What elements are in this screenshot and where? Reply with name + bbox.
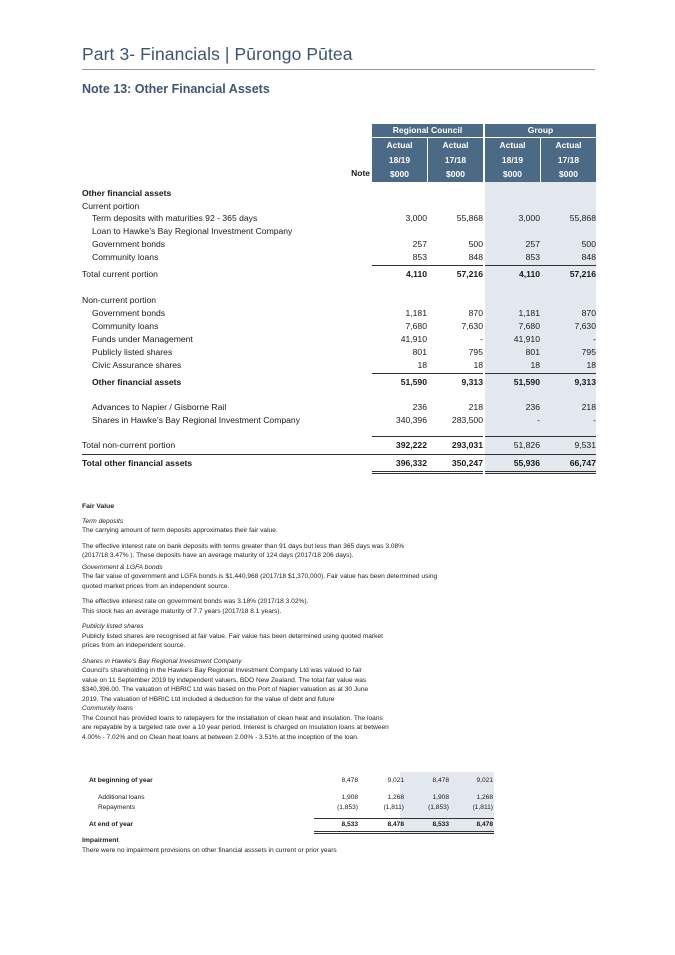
cell: 8,533 bbox=[432, 821, 449, 828]
cell: 801 bbox=[412, 347, 427, 357]
note-text: The fair value of government and LGFA bonds is $1,440,968 (2017/18 $1,370,000). Fair value has been determined using bbox=[82, 573, 438, 580]
col-header-unit: $000 bbox=[541, 167, 596, 182]
cell: 870 bbox=[468, 308, 483, 318]
cell: 9,021 bbox=[387, 777, 404, 784]
impairment-heading: Impairment bbox=[82, 837, 119, 844]
note-text: The effective interest rate on government bonds was 3.18% (2017/18 3.02%). bbox=[82, 598, 309, 605]
cell: 7,630 bbox=[574, 321, 596, 331]
col-header-year: 17/18 bbox=[541, 153, 596, 168]
gov-bonds-heading: Government & LGFA bonds bbox=[82, 563, 163, 571]
note-text: 4.00% - 7.02% and on Clean heat loans at between 2.00% - 3.51% at the inception of the loan. bbox=[82, 733, 359, 741]
total-underline bbox=[372, 473, 483, 474]
cell: 55,868 bbox=[456, 213, 483, 223]
note-text: The carrying amount of term deposits approximates their fair value. bbox=[82, 527, 278, 534]
row-label: Shares in Hawke's Bay Regional Investment Company bbox=[92, 415, 300, 425]
cell: 848 bbox=[468, 252, 483, 262]
cell: 392,222 bbox=[395, 440, 427, 450]
cell: 795 bbox=[581, 347, 596, 357]
cell: 18 bbox=[530, 360, 540, 370]
cell: 350,247 bbox=[451, 458, 483, 468]
row-label: Repayments bbox=[98, 804, 136, 811]
cell: 9,021 bbox=[476, 777, 493, 784]
community-loans-heading: Community loans bbox=[82, 705, 133, 712]
col-header-unit: $000 bbox=[485, 167, 540, 182]
cell: 396,332 bbox=[395, 458, 427, 468]
row-label: Total other financial assets bbox=[82, 458, 193, 468]
cell: 51,590 bbox=[400, 377, 427, 387]
subtotal-rule bbox=[485, 265, 596, 266]
col-header-unit: $000 bbox=[428, 167, 483, 182]
note-text: There were no impairment provisions on other financial asssets in current or prior years bbox=[82, 846, 337, 854]
page-title: Part 3- Financials | Pūrongo Pūtea bbox=[82, 44, 353, 64]
cell: 1,268 bbox=[476, 794, 493, 801]
cell: 257 bbox=[525, 239, 540, 249]
listed-shares-heading: Publicly listed shares bbox=[82, 623, 144, 630]
note-text: Council's shareholding in the Hawke's Bay Regional Investment Company Ltd was valued to fair bbox=[82, 667, 362, 674]
cell: 9,531 bbox=[574, 440, 596, 450]
col-header-unit: $000 bbox=[372, 167, 427, 182]
row-label: Other financial assets bbox=[82, 188, 172, 198]
col-header-top: Actual bbox=[372, 138, 427, 153]
row-label: Civic Assurance shares bbox=[92, 360, 182, 370]
row-label: Funds under Management bbox=[92, 334, 193, 344]
cell: (1,853) bbox=[428, 804, 449, 811]
cell: 7,680 bbox=[518, 321, 540, 331]
note-column-label: Note bbox=[351, 168, 370, 178]
cell: 4,110 bbox=[518, 269, 540, 279]
cell: 18 bbox=[586, 360, 596, 370]
cell: 218 bbox=[468, 402, 483, 412]
row-label: Government bonds bbox=[92, 239, 166, 249]
note-text: $340,396.00. The valuation of HBRIC Ltd was based on the Port of Napier valuation as at 30 June bbox=[82, 686, 369, 693]
col-header-year: 17/18 bbox=[428, 153, 483, 168]
cell: 795 bbox=[468, 347, 483, 357]
row-label: Loan to Hawke's Bay Regional Investment Company bbox=[92, 226, 293, 236]
subtotal-rule bbox=[485, 436, 596, 437]
cell: 1,181 bbox=[518, 308, 540, 318]
fair-value-notes bbox=[82, 502, 522, 742]
fair-value-heading: Fair Value bbox=[82, 503, 115, 510]
row-label: Current portion bbox=[82, 201, 140, 211]
cell: 500 bbox=[581, 239, 596, 249]
cell: 66,747 bbox=[569, 458, 596, 468]
title-divider bbox=[82, 69, 595, 70]
row-label: At end of year bbox=[89, 821, 133, 828]
cell: 3,000 bbox=[518, 213, 540, 223]
row-label: Government bonds bbox=[92, 308, 166, 318]
col-header-year: 18/19 bbox=[372, 153, 427, 168]
note-text: The Council has provided loans to ratepayers for the installation of clean heat and insulation. The loans bbox=[82, 714, 383, 722]
cell: - bbox=[593, 415, 596, 425]
term-deposits-heading: Term deposits bbox=[82, 517, 124, 525]
cell: (1,853) bbox=[337, 804, 358, 811]
subtotal-rule bbox=[372, 265, 483, 266]
note-text: prices from an independent source. bbox=[82, 642, 186, 649]
row-label: Community loans bbox=[92, 252, 159, 262]
cell: 340,396 bbox=[395, 415, 427, 425]
cell: 41,910 bbox=[513, 334, 540, 344]
row-label: Total current portion bbox=[82, 269, 158, 279]
subtotal-rule bbox=[314, 818, 494, 819]
total-rule bbox=[82, 454, 596, 455]
row-label: Additional loans bbox=[98, 794, 145, 801]
cell: 1,908 bbox=[432, 794, 449, 801]
cell: 7,680 bbox=[405, 321, 427, 331]
cell: 257 bbox=[412, 239, 427, 249]
cell: 1,181 bbox=[405, 308, 427, 318]
total-underline bbox=[485, 473, 596, 474]
row-label: At beginning of year bbox=[89, 777, 153, 784]
cell: 8,478 bbox=[341, 777, 358, 784]
cell: 4,110 bbox=[405, 269, 427, 279]
cell: 9,313 bbox=[574, 377, 596, 387]
cell: 293,031 bbox=[451, 440, 483, 450]
cell: - bbox=[593, 334, 596, 344]
cell: 57,216 bbox=[569, 269, 596, 279]
cell: 853 bbox=[525, 252, 540, 262]
total-underline bbox=[372, 471, 483, 472]
cell: 8,478 bbox=[432, 777, 449, 784]
col-header-top: Actual bbox=[485, 138, 540, 153]
group-header-group: Group bbox=[485, 124, 596, 137]
cell: 18 bbox=[473, 360, 483, 370]
cell: (1,811) bbox=[472, 804, 493, 811]
col-header-year: 18/19 bbox=[485, 153, 540, 168]
note-text: The effective interest rate on bank deposits with terms greater than 91 days but less than 365 days was 3.08% bbox=[82, 542, 405, 550]
cell: 8,533 bbox=[341, 821, 358, 828]
cell: 57,216 bbox=[456, 269, 483, 279]
subtotal-rule bbox=[485, 373, 596, 374]
cell: 7,630 bbox=[461, 321, 483, 331]
row-label: Total non-current portion bbox=[82, 440, 176, 450]
cell: 55,868 bbox=[569, 213, 596, 223]
note-text: (2017/18 3.47% ). These deposits have an average maturity of 124 days (2017/18 206 days). bbox=[82, 552, 354, 559]
note-text: Publicly listed shares are recognised at fair value. Fair value has been determined using quoted market bbox=[82, 632, 383, 640]
cell: 236 bbox=[412, 402, 427, 412]
cell: 41,910 bbox=[400, 334, 427, 344]
group-header-regional-council: Regional Council bbox=[372, 124, 483, 137]
cell: 1,908 bbox=[341, 794, 358, 801]
cell: 801 bbox=[525, 347, 540, 357]
cell: 51,590 bbox=[513, 377, 540, 387]
cell: 18 bbox=[417, 360, 427, 370]
note-text: quoted market prices from an independent source. bbox=[82, 582, 230, 590]
cell: 870 bbox=[581, 308, 596, 318]
cell: 3,000 bbox=[405, 213, 427, 223]
note-text: This stock has an average maturity of 7.7 years (2017/18 8.1 years). bbox=[82, 607, 282, 615]
hbric-heading: Shares in Hawke's Bay Regional Investment Company bbox=[82, 657, 242, 665]
cell: 55,936 bbox=[513, 458, 540, 468]
col-header-top: Actual bbox=[428, 138, 483, 153]
cell: 218 bbox=[581, 402, 596, 412]
cell: 853 bbox=[412, 252, 427, 262]
cell: 500 bbox=[468, 239, 483, 249]
row-label: Advances to Napier / Gisborne Rail bbox=[92, 402, 227, 412]
note-title: Note 13: Other Financial Assets bbox=[82, 82, 270, 96]
row-label: Non-current portion bbox=[82, 295, 157, 305]
col-header-top: Actual bbox=[541, 138, 596, 153]
cell: 236 bbox=[525, 402, 540, 412]
impairment-notes bbox=[82, 836, 522, 855]
note-text: value on 11 September 2019 by independent valuers, BDO New Zealand. The total fair value was bbox=[82, 676, 367, 684]
cell: 8,478 bbox=[387, 821, 404, 828]
cell: 283,500 bbox=[451, 415, 483, 425]
cell: - bbox=[480, 334, 483, 344]
note-text: are repayable by a targeted rate over a 10 year period. Interest is charged on Insulation loans at between bbox=[82, 724, 389, 731]
cell: 51,826 bbox=[513, 440, 540, 450]
cell: 8,478 bbox=[476, 821, 493, 828]
cell: - bbox=[537, 415, 540, 425]
subtotal-rule bbox=[372, 436, 483, 437]
total-underline bbox=[314, 831, 494, 832]
total-underline bbox=[314, 833, 494, 834]
row-label: Other financial assets bbox=[92, 377, 182, 387]
row-label: Term deposits with maturities 92 - 365 days bbox=[92, 213, 258, 223]
cell: 848 bbox=[581, 252, 596, 262]
total-underline bbox=[485, 471, 596, 472]
cell: 1,268 bbox=[387, 794, 404, 801]
note-text: 2019. The valuation of HBRIC Ltd included a deduction for the value of debt and future bbox=[82, 695, 335, 703]
cell: 9,313 bbox=[461, 377, 483, 387]
row-label: Publicly listed shares bbox=[92, 347, 173, 357]
subtotal-rule bbox=[372, 373, 483, 374]
cell: (1,811) bbox=[383, 804, 404, 811]
row-label: Community loans bbox=[92, 321, 159, 331]
